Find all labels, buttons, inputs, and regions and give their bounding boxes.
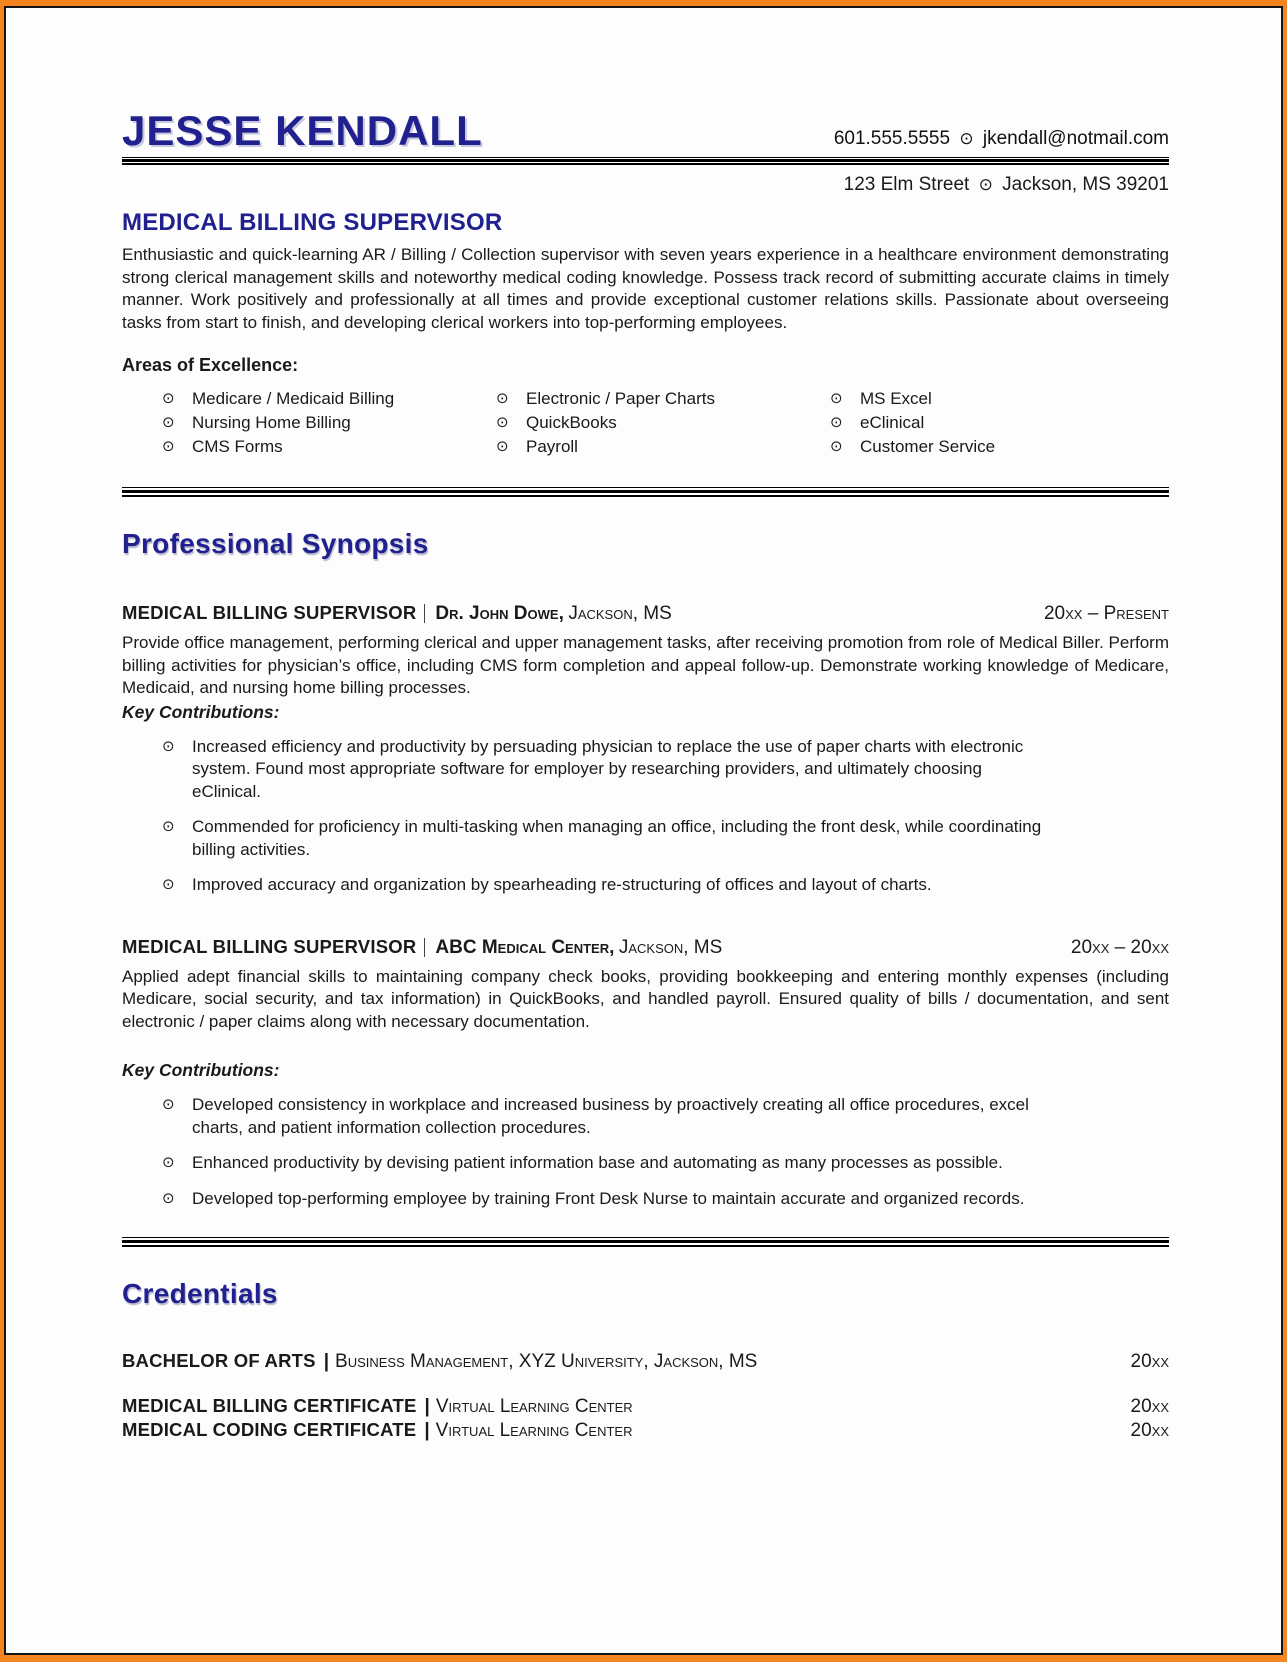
city-state-zip: Jackson, MS 39201 bbox=[1002, 174, 1169, 195]
circled-dot-bullet-icon: ⊙ bbox=[162, 390, 175, 407]
street-address: 123 Elm Street bbox=[843, 174, 970, 195]
credential-year: 20xx bbox=[1130, 1420, 1169, 1441]
circled-dot-bullet-icon: ⊙ bbox=[162, 438, 175, 455]
credential-detail: Virtual Learning Center bbox=[435, 1396, 633, 1417]
area-label: Payroll bbox=[526, 437, 578, 456]
circled-dot-bullet-icon: ⊙ bbox=[830, 414, 843, 431]
key-contributions-heading: Key Contributions: bbox=[122, 701, 280, 722]
circled-dot-bullet-icon: ⊙ bbox=[162, 1189, 175, 1207]
job-employer: ABC Medical Center, bbox=[435, 936, 615, 958]
pipe-divider: | bbox=[424, 1396, 430, 1417]
job-location: Jackson, MS bbox=[568, 603, 672, 624]
circled-dot-bullet-icon: ⊙ bbox=[830, 390, 843, 407]
job-title-line bbox=[122, 602, 672, 625]
credential-detail: Business Management, XYZ University, Jackson, MS bbox=[335, 1351, 758, 1372]
resume-title: MEDICAL BILLING SUPERVISOR bbox=[122, 209, 503, 236]
contact-line bbox=[834, 128, 1169, 152]
circled-dot-bullet-icon: ⊙ bbox=[162, 876, 175, 893]
bullet-text: Improved accuracy and organization by spearheading re-structuring of offices and layout of charts. bbox=[192, 875, 932, 894]
bullet-text: Developed top-performing employee by training Front Desk Nurse to maintain accurate and organized records. bbox=[192, 1188, 1025, 1208]
areas-heading: Areas of Excellence: bbox=[122, 355, 299, 375]
credential-row bbox=[122, 1350, 1169, 1373]
job-bullet bbox=[122, 1188, 1169, 1211]
job-dates: 20xx – 20xx bbox=[1070, 936, 1169, 958]
job-title: MEDICAL BILLING SUPERVISOR bbox=[122, 602, 417, 623]
bullet-text: Commended for proficiency in multi-tasking when managing an office, including the front desk, while coordinating billing activities. bbox=[192, 817, 1042, 859]
key-contributions-heading: Key Contributions: bbox=[122, 1060, 280, 1080]
header bbox=[122, 107, 1169, 154]
circled-dot-bullet-icon: ⊙ bbox=[830, 438, 843, 455]
credential-row bbox=[122, 1395, 1169, 1418]
credentials-heading: Credentials bbox=[122, 1278, 278, 1309]
circled-dot-bullet-icon: ⊙ bbox=[162, 737, 175, 755]
area-item bbox=[162, 435, 496, 458]
job-title-line bbox=[122, 936, 722, 959]
header-divider bbox=[122, 157, 1169, 165]
areas-grid bbox=[122, 387, 1169, 458]
job-dates: 20xx – Present bbox=[1043, 603, 1169, 624]
area-label: Customer Service bbox=[860, 437, 996, 456]
circled-dot-bullet-icon: ⊙ bbox=[162, 1154, 175, 1171]
credential-title: MEDICAL CODING CERTIFICATE bbox=[122, 1419, 417, 1440]
job-bullet bbox=[122, 1094, 1169, 1139]
area-label: CMS Forms bbox=[192, 437, 283, 456]
area-label: QuickBooks bbox=[526, 413, 617, 432]
section-divider bbox=[122, 1237, 1169, 1247]
vertical-bar-divider bbox=[424, 938, 425, 957]
area-item bbox=[830, 387, 1169, 410]
circled-dot-bullet-icon: ⊙ bbox=[496, 438, 509, 455]
circled-dot-bullet-icon: ⊙ bbox=[496, 414, 509, 431]
area-item bbox=[830, 435, 1169, 458]
address-line bbox=[122, 174, 1169, 196]
job-employer: Dr. John Dowe, bbox=[435, 603, 564, 624]
phone-number: 601.555.5555 bbox=[833, 128, 951, 149]
credential-title: MEDICAL BILLING CERTIFICATE bbox=[122, 1395, 417, 1416]
job-heading bbox=[122, 602, 1169, 625]
bullet-text: Developed consistency in workplace and increased business by proactively creating all office procedures, excel charts, and patient information collection procedures. bbox=[192, 1095, 1029, 1137]
job-summary: Applied adept financial skills to maintaining company check books, providing bookkeeping and entering monthly expenses (including Medicare, social security, and tax information) in QuickBooks, and handled payroll. Ensured quality of bills / documentation, and sent electronic / paper claims along with necessary documentation. bbox=[122, 966, 1169, 1031]
area-item bbox=[162, 387, 496, 410]
pipe-divider: | bbox=[424, 1420, 430, 1441]
bullet-text: Increased efficiency and productivity by persuading physician to replace the use of paper charts with electronic system. Found most appropriate software for employer by researching providers, and ultimately choosing eClinical. bbox=[192, 736, 1024, 801]
area-item bbox=[496, 387, 830, 410]
credential-line bbox=[122, 1350, 757, 1373]
person-name: JESSE KENDALL bbox=[122, 107, 483, 154]
credential-title: BACHELOR OF ARTS bbox=[122, 1350, 316, 1371]
job-bullet bbox=[122, 736, 1169, 804]
vertical-bar-divider bbox=[424, 604, 425, 623]
credential-detail: Virtual Learning Center bbox=[435, 1420, 633, 1441]
circled-dot-bullet-icon: ⊙ bbox=[162, 414, 175, 431]
area-item bbox=[496, 435, 830, 458]
synopsis-heading: Professional Synopsis bbox=[122, 528, 429, 559]
bullet-text: Enhanced productivity by devising patient information base and automating as many processes as possible. bbox=[192, 1153, 1003, 1172]
credential-row bbox=[122, 1419, 1169, 1442]
circled-dot-bullet-icon: ⊙ bbox=[162, 1096, 175, 1113]
area-label: Nursing Home Billing bbox=[192, 413, 351, 432]
section-divider bbox=[122, 487, 1169, 497]
pipe-divider: | bbox=[323, 1351, 330, 1372]
job-title: MEDICAL BILLING SUPERVISOR bbox=[122, 935, 417, 957]
area-item bbox=[496, 411, 830, 434]
credential-year: 20xx bbox=[1130, 1351, 1169, 1372]
job-summary: Provide office management, performing clerical and upper management tasks, after receiving promotion from role of Medical Biller. Perform billing activities for physician’s office, including CMS form completion and appeal follow-up. Demonstrate working knowledge of Medicare, Medicaid, and nursing home billing processes. bbox=[122, 633, 1169, 697]
circled-dot-separator-icon: ⊙ bbox=[959, 129, 974, 148]
area-label: Electronic / Paper Charts bbox=[526, 389, 715, 408]
job-bullet bbox=[122, 816, 1169, 861]
area-label: Medicare / Medicaid Billing bbox=[192, 389, 395, 408]
area-item bbox=[162, 411, 496, 434]
job-bullet-list bbox=[122, 1094, 1169, 1210]
resume-page bbox=[4, 6, 1283, 1655]
area-label: eClinical bbox=[860, 413, 925, 432]
email-address: jkendall@notmail.com bbox=[982, 128, 1169, 149]
credential-line bbox=[122, 1395, 633, 1418]
job-bullet-list bbox=[122, 736, 1169, 897]
profile-summary: Enthusiastic and quick-learning AR / Billing / Collection supervisor with seven years experience in a healthcare environment demonstrating strong clerical management skills and noteworthy medical coding knowledge. Possess track record of submitting accurate claims in timely manner. Work positively and professionally at all times and provide exceptional customer relations skills. Passionate about overseeing tasks from start to finish, and developing clerical workers into top-performing employees. bbox=[122, 245, 1169, 332]
circled-dot-bullet-icon: ⊙ bbox=[162, 818, 175, 835]
area-item bbox=[830, 411, 1169, 434]
credential-year: 20xx bbox=[1130, 1396, 1169, 1417]
circled-dot-separator-icon: ⊙ bbox=[978, 175, 993, 194]
area-label: MS Excel bbox=[860, 389, 932, 408]
credential-line bbox=[122, 1419, 632, 1442]
job-bullet bbox=[122, 1152, 1169, 1175]
resume-content bbox=[6, 8, 1281, 1442]
job-location: Jackson, MS bbox=[618, 936, 723, 958]
job-bullet bbox=[122, 874, 1169, 897]
circled-dot-bullet-icon: ⊙ bbox=[496, 390, 509, 407]
job-heading bbox=[122, 936, 1169, 959]
